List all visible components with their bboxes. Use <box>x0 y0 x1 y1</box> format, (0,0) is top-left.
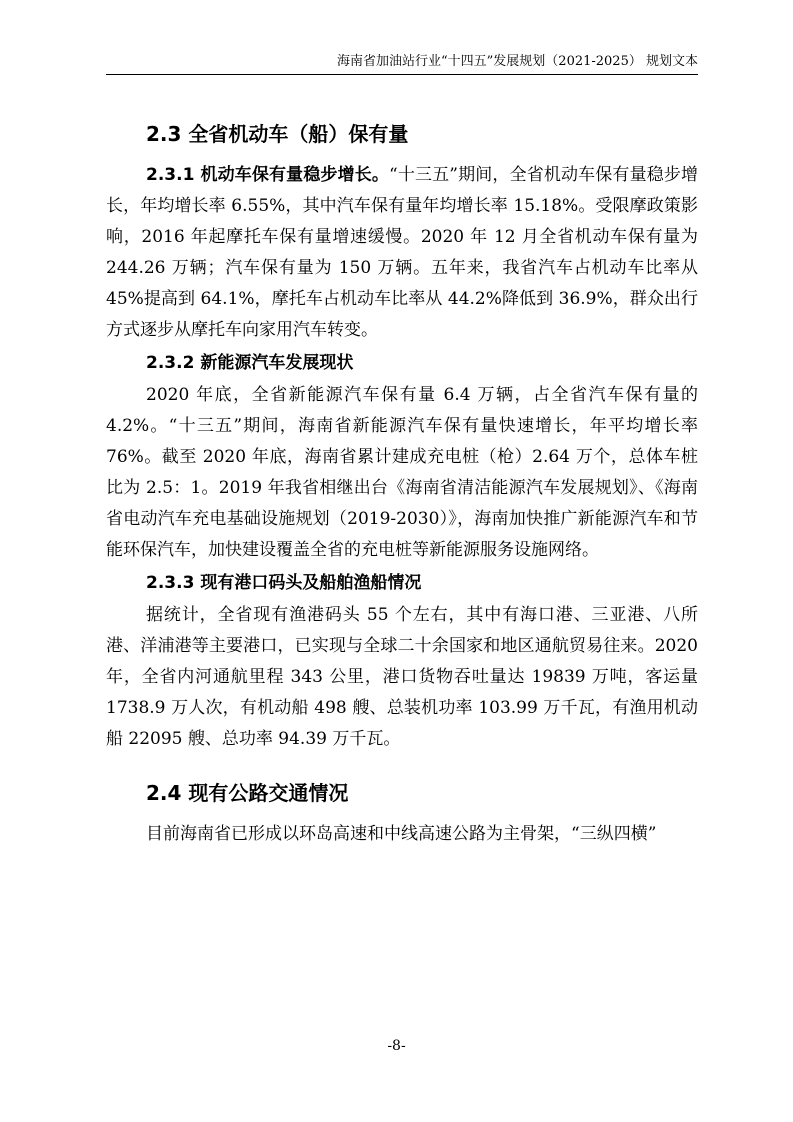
section-heading-2-3: 2.3 全省机动车（船）保有量 <box>146 122 409 146</box>
paragraph-2-3-1 <box>106 160 698 346</box>
subsection-heading-2-3-3: 2.3.3 现有港口码头及船舶渔船情况 <box>146 573 422 593</box>
lead-2-3-1: 2.3.1 机动车保有量稳步增长。 <box>146 165 390 185</box>
paragraph-2-3-3: 据统计，全省现有渔港码头 55 个左右，其中有海口港、三亚港、八所港、洋浦港等主要港口，已实现与全球二十余国家和地区通航贸易往来。2020 年，全省内河通航里程 343 公里，港口货物吞吐量达 19839 万吨，客运量 1738.9 万人次，有机动船 498 艘、总装机功率 103.99 万千瓦，有渔用机动船 22095 艘、总功率 94.39 万千瓦。 <box>106 605 698 749</box>
header-rule <box>106 74 698 75</box>
paragraph-2-3-2: 2020 年底，全省新能源汽车保有量 6.4 万辆，占全省汽车保有量的 4.2%。“十三五”期间，海南省新能源汽车保有量快速增长，年平均增长率 76%。截至 2020 年底，海南省累计建成充电桩（枪）2.64 万个，总体车桩比为 2.5：1。2019 年我省相继出台《海南省清洁能源汽车发展规划》、《海南省电动汽车充电基础设施规划（2019-2030）》，海南加快推广新能源汽车和节能环保汽车，加快建设覆盖全省的充电桩等新能源服务设施网络。 <box>106 385 698 560</box>
page-content <box>106 100 698 850</box>
page-number: -8- <box>387 1038 406 1054</box>
body-2-3-1: “十三五”期间，全省机动车保有量稳步增长，年均增长率 6.55%，其中汽车保有量年均增长率 15.18%。受限摩政策影响，2016 年起摩托车保有量增速缓慢。2020 年 12 月全省机动车保有量为 244.26 万辆；汽车保有量为 150 万辆。五年来，我省汽车占机动车比率从 45%提高到 64.1%，摩托车占机动车比率从 44.2%降低到 36.9%，群众出行方式逐步从摩托车向家用汽车转变。 <box>106 165 698 340</box>
paragraph-2-4: 目前海南省已形成以环岛高速和中线高速公路为主骨架，“三纵四横” <box>146 824 657 844</box>
section-heading-2-4: 2.4 现有公路交通情况 <box>146 781 349 805</box>
subsection-heading-2-3-2: 2.3.2 新能源汽车发展现状 <box>146 353 354 373</box>
running-header: 海南省加油站行业“十四五”发展规划（2021-2025） 规划文本 <box>337 54 698 69</box>
